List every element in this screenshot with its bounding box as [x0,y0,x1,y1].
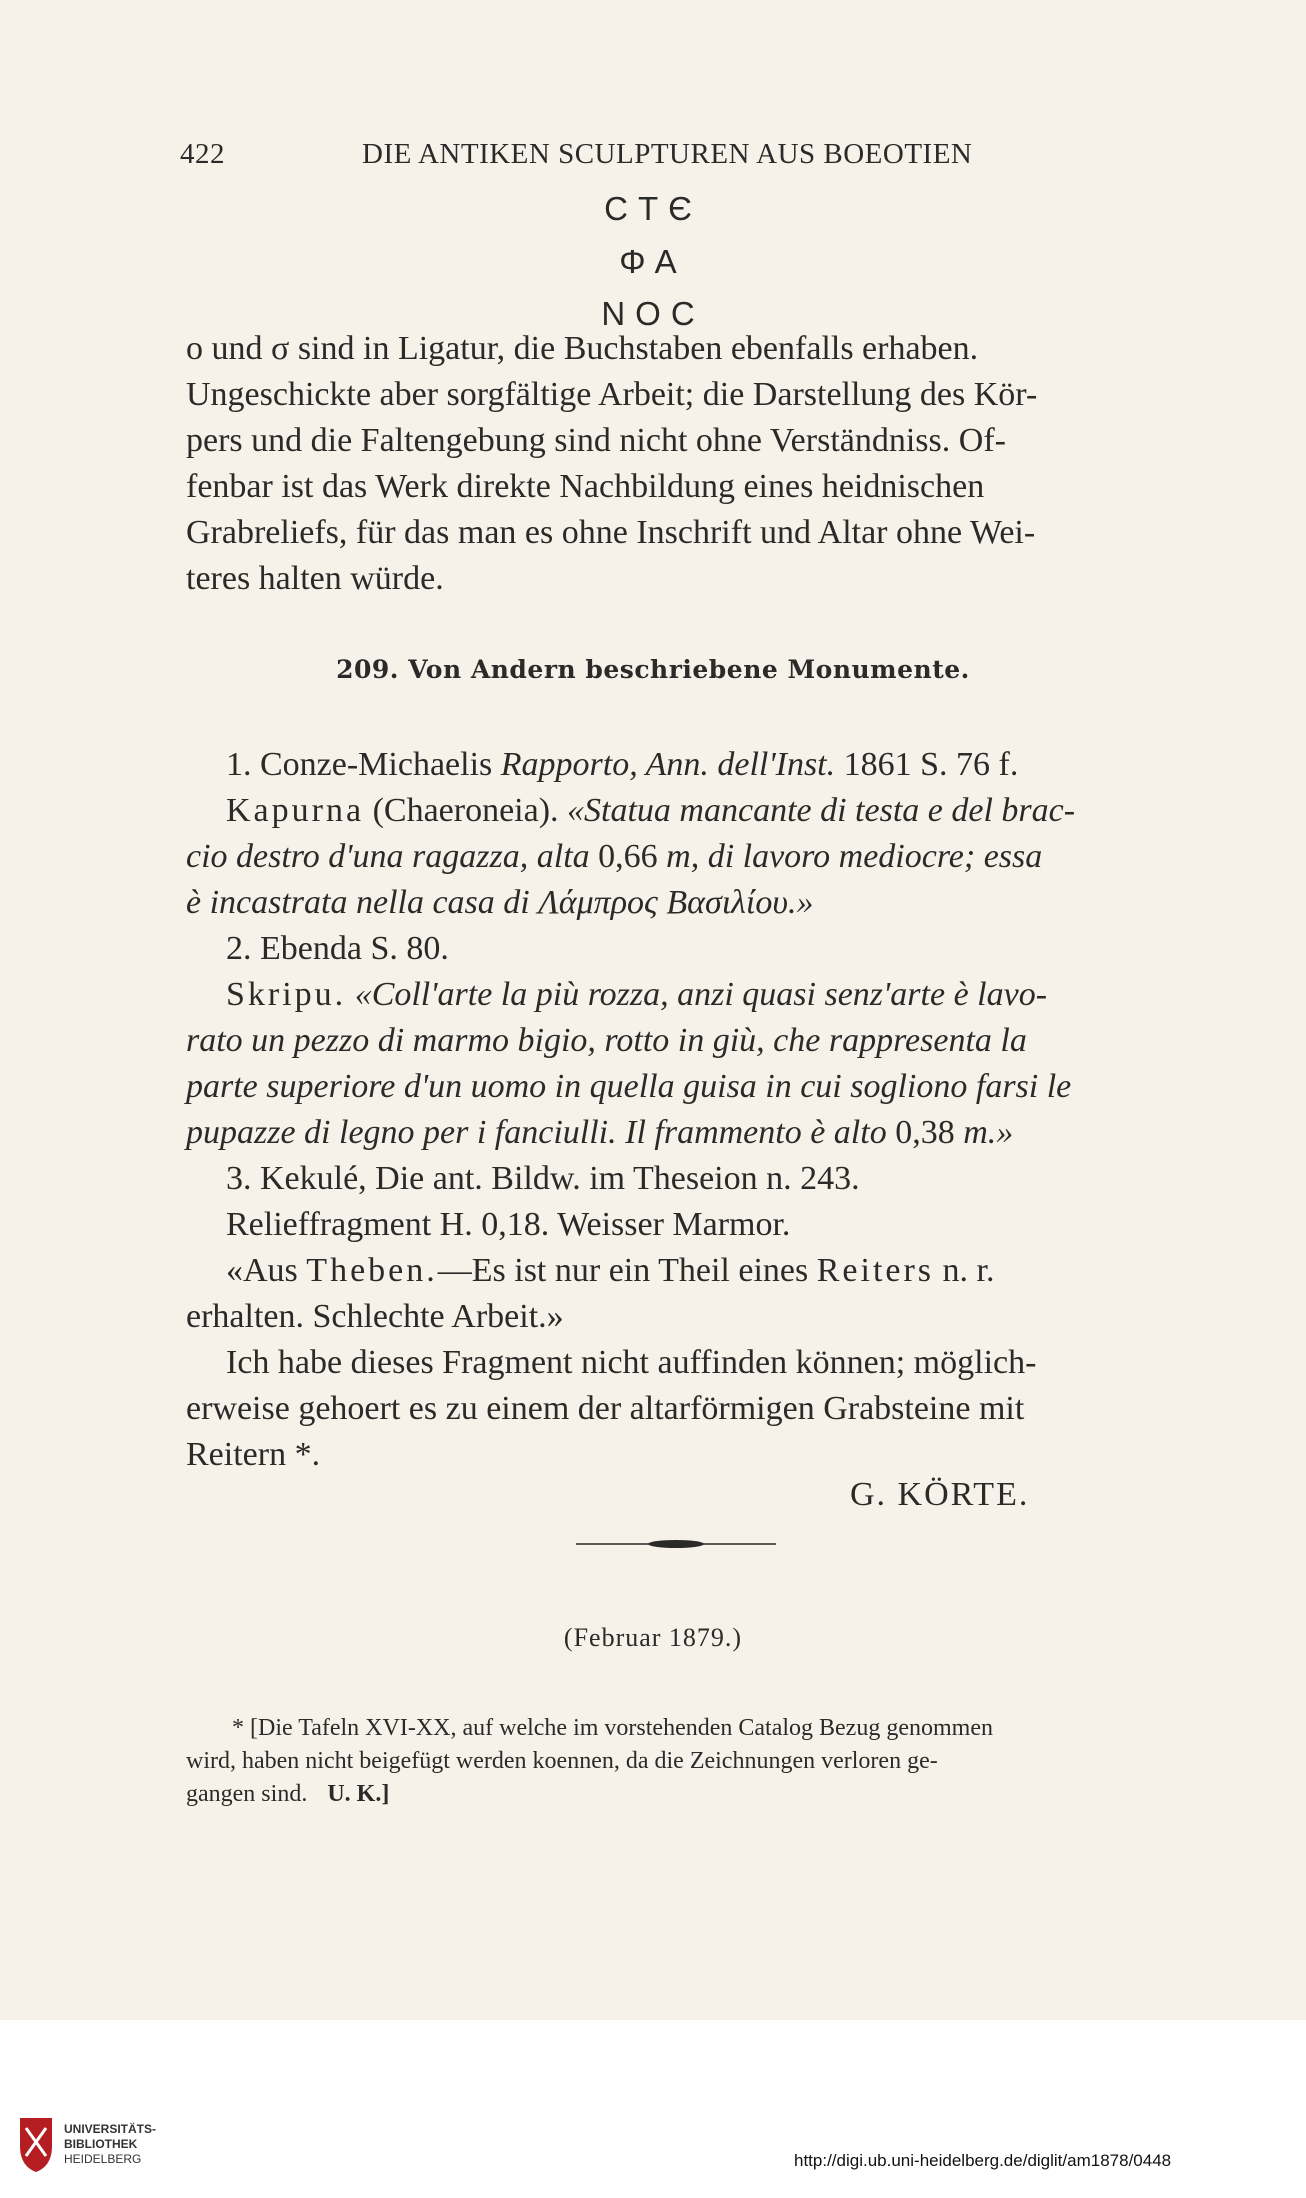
library-crest-icon [16,2116,56,2174]
inscription-line-3: NOC [601,295,705,332]
source-url-link[interactable]: http://digi.ub.uni-heidelberg.de/diglit/am1878/0448 [794,2151,1172,2170]
footnote-initials: U. K.] [327,1781,390,1807]
entry-3-line: Relieffragment H. 0,18. Weisser Marmor. [226,1206,791,1243]
text-line: pers und die Faltengebung sind nicht ohne Verständniss. Of- [186,422,1006,459]
logo-line: UNIVERSITÄTS- [64,2122,157,2136]
citation-page: 1861 S. 76 f. [843,746,1019,783]
entry-3-line: Ich habe dieses Fragment nicht auffinden können; möglich- [226,1344,1037,1381]
section-heading: 209. Von Andern beschriebene Monumente. [336,655,970,684]
citation-author: 1. Conze-Michaelis [226,746,493,783]
entry-2-quote-line [186,972,1176,1018]
monument-entries [186,742,1176,1478]
quote-text: —Es ist nur ein Theil eines [437,1252,809,1289]
place-alt: (Chaeroneia). [372,792,559,829]
entry-2-citation: 2. Ebenda S. 80. [226,930,449,967]
place-name: Theben. [306,1252,438,1289]
measurement: 0,66 [598,838,658,875]
quote-text: cio destro d'una ragazza, alta [186,838,590,875]
logo-line: BIBLIOTHEK [64,2137,138,2151]
place-name: Kapurna [226,792,365,829]
date-line: (Februar 1879.) [563,1623,743,1652]
quote-text: pupazze di legno per i fanciulli. Il frammento è alto [186,1114,887,1151]
page-number: 422 [180,138,225,170]
footnote-line [186,1778,1176,1811]
paragraph-description [186,326,1176,602]
entry-3-line: erweise gehoert es zu einem der altarförmigen Grabsteine mit [186,1390,1025,1427]
running-title: DIE ANTIKEN SCULPTUREN AUS BOEOTIEN [362,138,973,170]
library-logo-text [64,2122,156,2167]
inscription-line-2: ΦΑ [619,243,687,280]
viewer-footer [0,2020,1306,2198]
place-name: Skripu. [226,976,347,1013]
footnote [186,1712,1176,1811]
quote-text: «Aus [226,1252,298,1289]
entry-3-line: erhalten. Schlechte Arbeit.» [186,1298,564,1335]
text-line: Grabreliefs, für das man es ohne Inschrift und Altar ohne Wei- [186,514,1036,551]
spaced-word: Reiters [816,1252,935,1289]
entry-1-quote-line [186,788,1176,834]
entry-3-line: Reitern *. [186,1436,321,1473]
quote-text: m.» [963,1114,1014,1151]
entry-3-citation: 3. Kekulé, Die ant. Bildw. im Theseion n. 243. [226,1160,860,1197]
quote-text: n. r. [942,1252,995,1289]
text-line: fenbar ist das Werk direkte Nachbildung eines heidnischen [186,468,985,505]
logo-line: HEIDELBERG [64,2152,142,2166]
entry-3-line [186,1248,1176,1294]
footnote-text: gangen sind. [186,1781,308,1807]
entry-1-citation [186,742,1176,788]
text-line: teres halten würde. [186,560,444,597]
text-line: o und σ sind in Ligatur, die Buchstaben ebenfalls erhaben. [186,330,979,367]
entry-2-quote-line [186,1110,1176,1156]
inscription-line-1: CTЄ [604,190,702,227]
quote-text: «Statua mancante di testa e del brac- [567,792,1076,829]
citation-work: Rapporto, Ann. dell'Inst. [500,746,836,783]
entry-1-quote-line [186,834,1176,880]
quote-text: m, di lavoro mediocre; essa [666,838,1043,875]
entry-2-quote-line: rato un pezzo di marmo bigio, rotto in giù, che rappresenta la [186,1022,1027,1059]
author-signature: G. KÖRTE. [850,1476,1030,1513]
measurement: 0,38 [895,1114,955,1151]
quote-text: «Coll'arte la più rozza, anzi quasi senz'arte è lavo- [354,976,1048,1013]
entry-1-quote-line: è incastrata nella casa di Λάμπρος Βασιλίου.» [186,884,814,921]
entry-2-quote-line: parte superiore d'un uomo in quella guisa in cui sogliono farsi le [186,1068,1072,1105]
ornament-rule-icon [576,1537,776,1551]
text-line: Ungeschickte aber sorgfältige Arbeit; die Darstellung des Kör- [186,376,1038,413]
footnote-line: wird, haben nicht beigefügt werden koennen, da die Zeichnungen verloren ge- [186,1748,938,1774]
footnote-line: * [Die Tafeln XVI-XX, auf welche im vorstehenden Catalog Bezug genommen [232,1715,993,1741]
